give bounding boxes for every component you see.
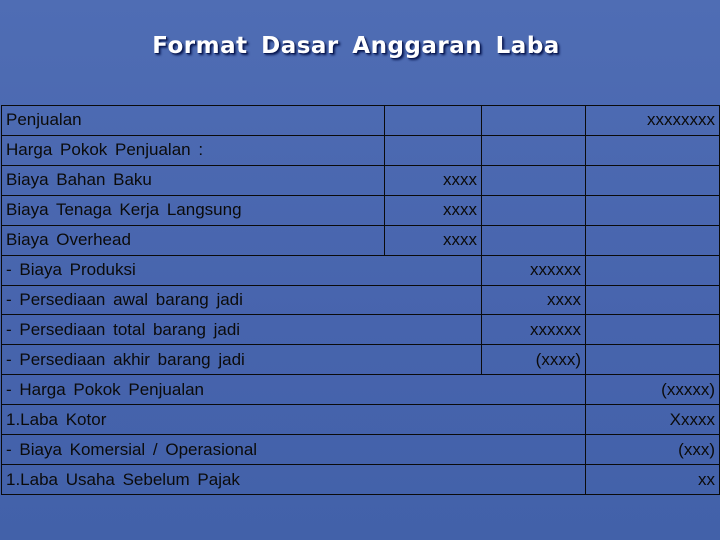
slide-title: Format Dasar Anggaran Laba [152, 33, 560, 59]
row-label: Biaya Tenaga Kerja Langsung [2, 195, 385, 225]
cell-col4 [586, 135, 720, 165]
row-label: - Harga Pokok Penjualan [2, 375, 586, 405]
table-row [2, 465, 720, 495]
row-label: 1.Laba Usaha Sebelum Pajak [2, 465, 586, 495]
row-label: 1.Laba Kotor [2, 405, 586, 435]
row-label: - Biaya Komersial / Operasional [2, 435, 586, 465]
cell-col2: xxxx [385, 195, 482, 225]
cell-col3 [482, 165, 586, 195]
table-row [2, 285, 720, 315]
cell-col3 [482, 135, 586, 165]
cell-value: (xxxxx) [586, 375, 720, 405]
table-row [2, 345, 720, 375]
cell-value: xxxx [482, 285, 586, 315]
table-row [2, 435, 720, 465]
table-row [2, 165, 720, 195]
table-row [2, 315, 720, 345]
row-label: Penjualan [2, 106, 385, 136]
table-row [2, 106, 720, 136]
cell-empty [586, 255, 720, 285]
row-label: Biaya Bahan Baku [2, 165, 385, 195]
cell-value: xx [586, 465, 720, 495]
cell-col4 [586, 165, 720, 195]
cell-col3 [482, 106, 586, 136]
cell-col2 [385, 135, 482, 165]
table-row [2, 195, 720, 225]
table-row [2, 375, 720, 405]
cell-value: Xxxxx [586, 405, 720, 435]
cell-value: xxxxxx [482, 255, 586, 285]
cell-empty [586, 315, 720, 345]
cell-col4 [586, 195, 720, 225]
row-label: - Persediaan awal barang jadi [2, 285, 482, 315]
cell-col3 [482, 225, 586, 255]
cell-value: xxxxxx [482, 315, 586, 345]
table-row [2, 255, 720, 285]
table-row [2, 405, 720, 435]
row-label: Harga Pokok Penjualan : [2, 135, 385, 165]
cell-col4: xxxxxxxx [586, 106, 720, 136]
cell-col4 [586, 225, 720, 255]
row-label: Biaya Overhead [2, 225, 385, 255]
row-label: - Persediaan akhir barang jadi [2, 345, 482, 375]
cell-empty [586, 285, 720, 315]
table-row [2, 225, 720, 255]
budget-table [1, 105, 720, 495]
cell-empty [586, 345, 720, 375]
cell-col2 [385, 106, 482, 136]
row-label: - Persediaan total barang jadi [2, 315, 482, 345]
cell-value: (xxxx) [482, 345, 586, 375]
cell-col2: xxxx [385, 165, 482, 195]
cell-col2: xxxx [385, 225, 482, 255]
cell-col3 [482, 195, 586, 225]
cell-value: (xxx) [586, 435, 720, 465]
table-row [2, 135, 720, 165]
row-label: - Biaya Produksi [2, 255, 482, 285]
